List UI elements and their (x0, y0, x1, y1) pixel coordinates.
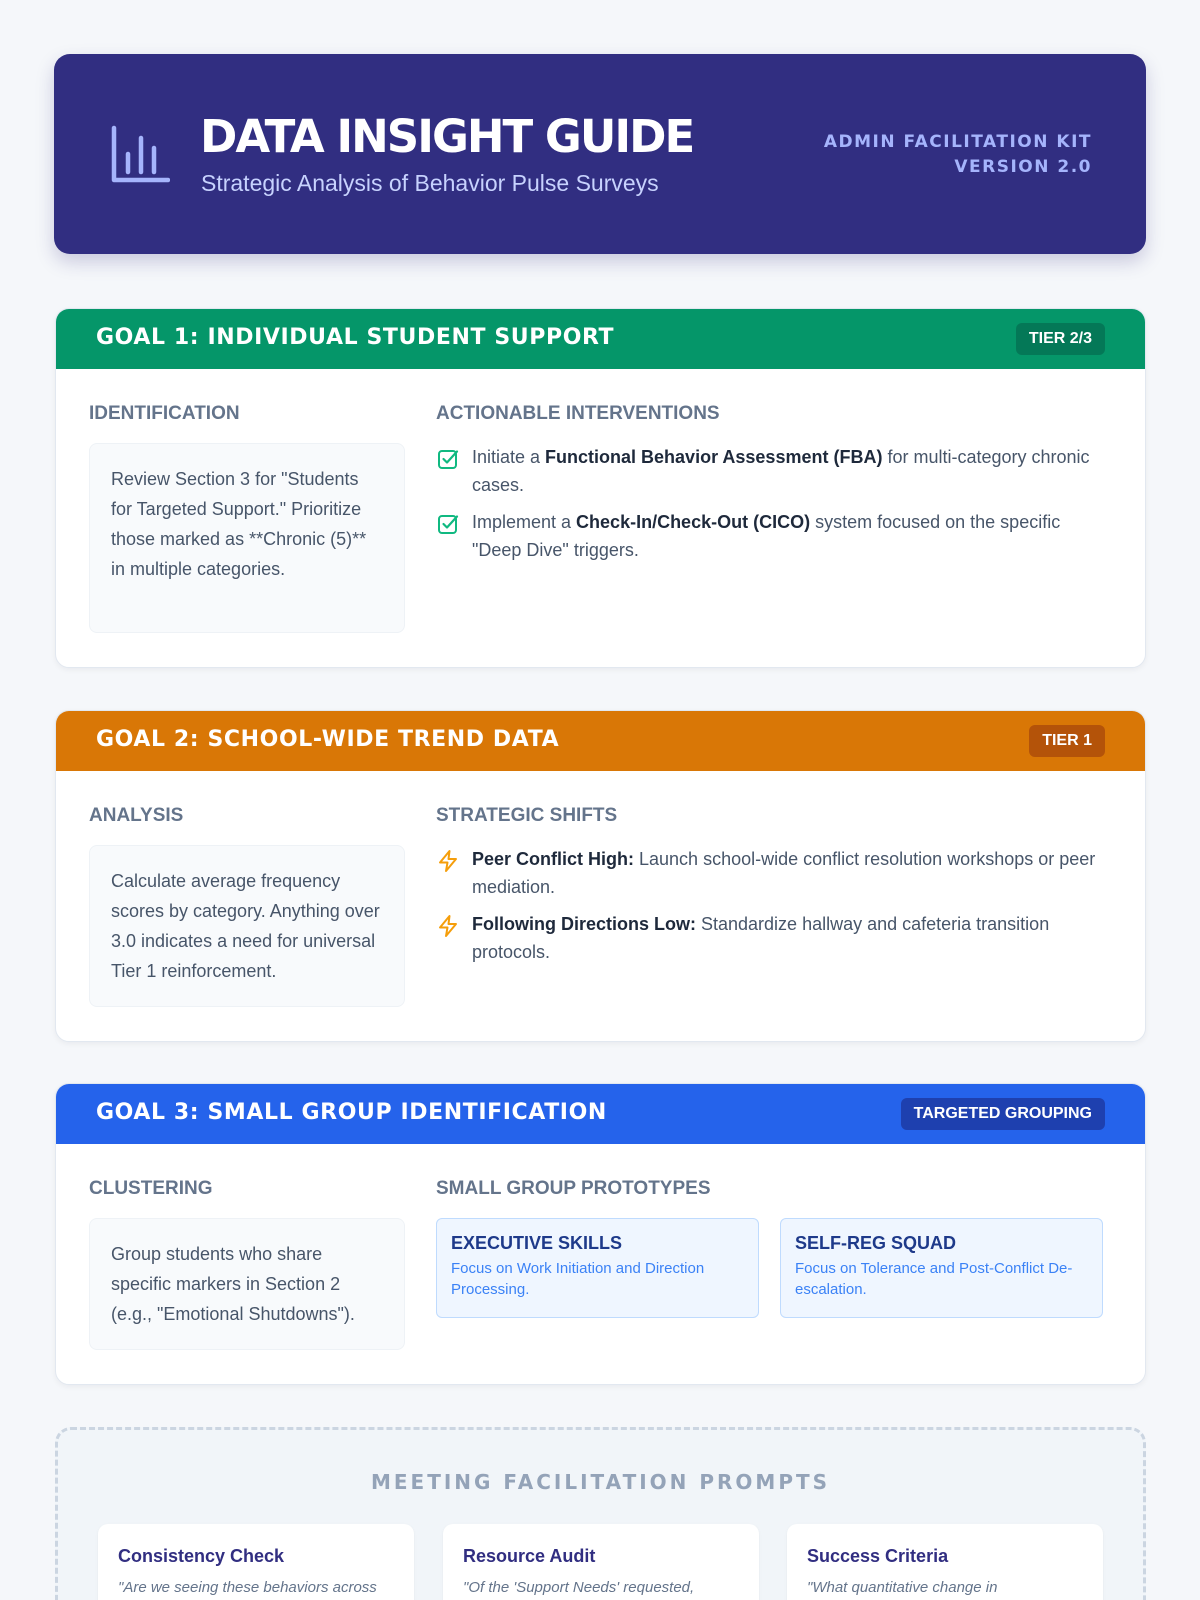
facilitation-title: MEETING FACILITATION PROMPTS (370, 1470, 831, 1494)
goal3-tier-badge: TARGETED GROUPING (901, 1098, 1105, 1130)
intervention-item (436, 508, 1096, 564)
page-subtitle: Strategic Analysis of Behavior Pulse Surveys (201, 170, 659, 196)
intervention-text: Implement a (472, 512, 577, 532)
prompt-card (443, 1524, 759, 1600)
kit-name: ADMIN FACILITATION KIT (823, 132, 1092, 152)
analysis-label: ANALYSIS (89, 805, 184, 826)
identification-label: IDENTIFICATION (89, 403, 240, 424)
prompt-title: Resource Audit (463, 1546, 596, 1566)
analysis-box: Calculate average frequency scores by category. Anything over 3.0 indicates a need for universal Tier 1 reinforcement. (89, 845, 405, 1007)
intervention-emphasis: Check-In/Check-Out (CICO) (576, 512, 811, 532)
intervention-item (436, 443, 1096, 499)
goal1-header (56, 309, 1145, 369)
prototype-title: SELF-REG SQUAD (795, 1233, 957, 1253)
strategic-shifts-label: STRATEGIC SHIFTS (436, 805, 618, 826)
prompt-card (787, 1524, 1103, 1600)
check-square-icon (436, 447, 460, 471)
clustering-box: Group students who share specific markers in Section 2 (e.g., "Emotional Shutdowns"). (89, 1218, 405, 1350)
goal2-tier-badge: TIER 1 (1029, 725, 1105, 757)
goal2-card (55, 710, 1146, 1042)
shift-emphasis: Peer Conflict High: (472, 849, 635, 869)
lightning-icon (436, 914, 460, 938)
prompt-quote: "Are we seeing these behaviors across (118, 1579, 377, 1596)
prototype-title: EXECUTIVE SKILLS (451, 1233, 623, 1253)
goal1-card (55, 308, 1146, 668)
bar-chart-icon (110, 124, 170, 184)
shift-item (436, 845, 1096, 901)
kit-info (824, 130, 1092, 180)
intervention-text: Initiate a (472, 447, 546, 467)
kit-version: VERSION 2.0 (954, 157, 1092, 177)
prompt-title: Success Criteria (807, 1546, 949, 1566)
goal3-header (56, 1084, 1145, 1144)
goal3-title: GOAL 3: SMALL GROUP IDENTIFICATION (96, 1100, 607, 1125)
goal3-card (55, 1083, 1146, 1385)
shift-emphasis: Following Directions Low: (472, 914, 696, 934)
check-square-icon (436, 512, 460, 536)
page-header (54, 54, 1146, 254)
prompt-title: Consistency Check (118, 1546, 285, 1566)
goal1-title: GOAL 1: INDIVIDUAL STUDENT SUPPORT (96, 325, 615, 350)
intervention-text: system focused on the specific "Deep Dive" triggers. (472, 512, 1061, 560)
prototype-card (436, 1218, 759, 1318)
interventions-label: ACTIONABLE INTERVENTIONS (436, 403, 720, 424)
intervention-emphasis: Functional Behavior Assessment (FBA) (545, 447, 883, 467)
goal2-title: GOAL 2: SCHOOL-WIDE TREND DATA (96, 727, 560, 752)
prototypes-label: SMALL GROUP PROTOTYPES (436, 1178, 711, 1199)
prompt-quote: "What quantitative change in (807, 1579, 998, 1596)
prompt-quote: "Of the 'Support Needs' requested, (463, 1579, 695, 1596)
prototype-card (780, 1218, 1103, 1318)
clustering-label: CLUSTERING (89, 1178, 213, 1199)
prototype-desc: Focus on Work Initiation and Direction Processing. (451, 1260, 705, 1298)
lightning-icon (436, 849, 460, 873)
shift-text: Launch school-wide conflict resolution workshops or peer mediation. (472, 849, 1096, 897)
goal1-tier-badge: TIER 2/3 (1016, 323, 1105, 355)
intervention-text: for multi-category chronic cases. (472, 447, 1090, 495)
page-title: DATA INSIGHT GUIDE (200, 110, 694, 163)
identification-box: Review Section 3 for "Students for Targeted Support." Prioritize those marked as **Chronic (5)** in multiple categories. (89, 443, 405, 633)
facilitation-section (55, 1427, 1146, 1600)
prototype-desc: Focus on Tolerance and Post-Conflict De-escalation. (795, 1260, 1073, 1298)
shift-text: Standardize hallway and cafeteria transition protocols. (472, 914, 1050, 962)
shift-item (436, 910, 1096, 966)
prompt-card (98, 1524, 414, 1600)
goal2-header (56, 711, 1145, 771)
